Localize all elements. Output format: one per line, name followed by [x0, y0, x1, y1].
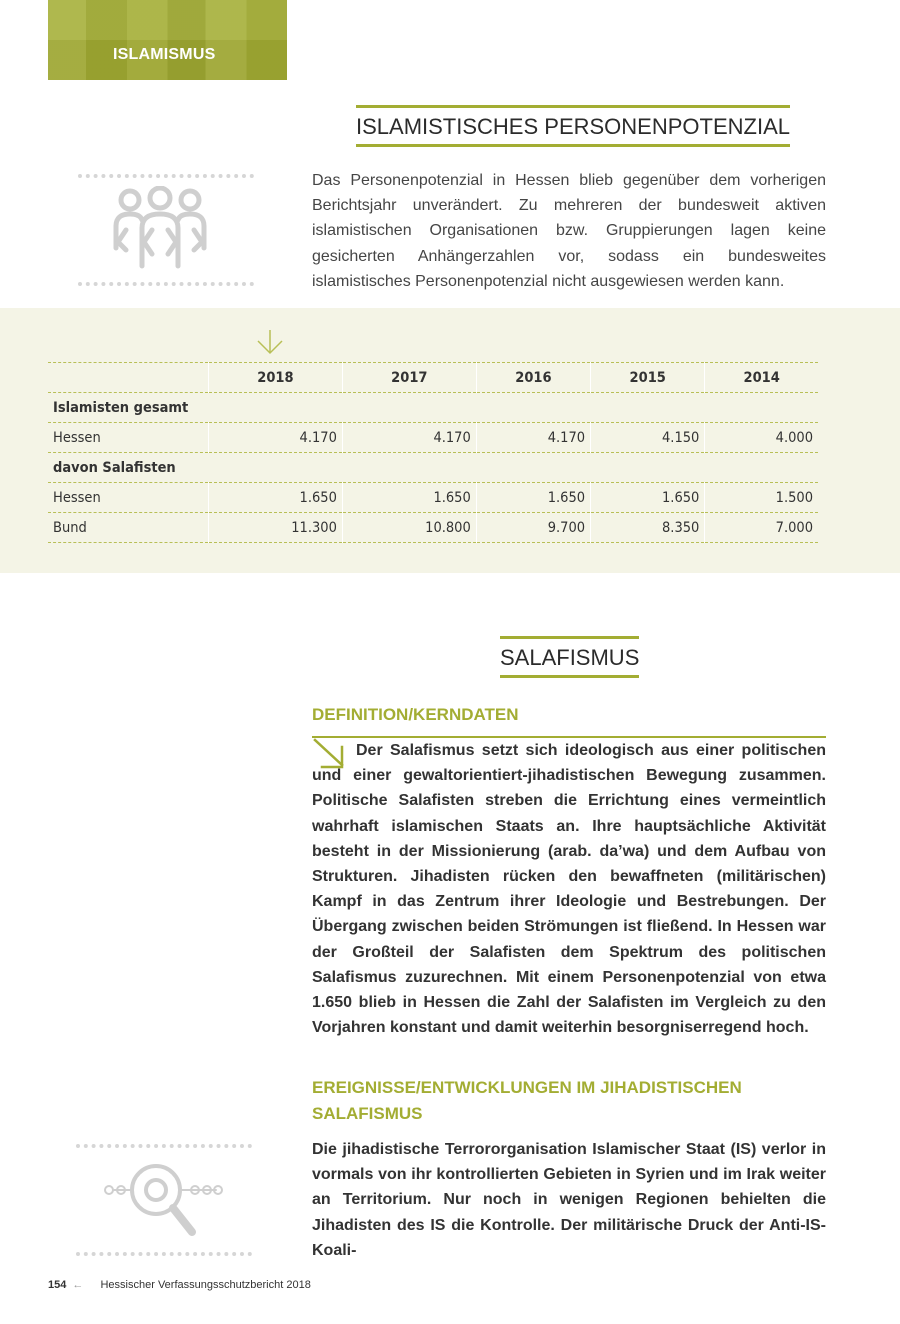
dotted-divider — [78, 174, 254, 178]
table-cell: 4.170 — [476, 423, 590, 453]
table-row — [48, 483, 818, 513]
events-heading: EREIGNISSE/ENTWICKLUNGEN IM JIHADISTISCHEN SALAFISMUS — [312, 1078, 742, 1123]
table-cell: 4.150 — [591, 423, 705, 453]
table-header-empty — [48, 363, 209, 393]
publication-title: Hessischer Verfassungsschutzbericht 2018 — [100, 1279, 311, 1291]
dotted-divider — [78, 282, 254, 286]
table-cell: 1.650 — [342, 483, 476, 513]
dotted-divider — [76, 1144, 252, 1148]
table-cell: 4.170 — [342, 423, 476, 453]
personenpotenzial-table — [48, 362, 818, 543]
table-cell: 1.650 — [591, 483, 705, 513]
table-cell: 1.650 — [476, 483, 590, 513]
page-footer — [48, 1279, 311, 1291]
table-cell: 9.700 — [476, 513, 590, 543]
row-label: Bund — [48, 513, 209, 543]
table-cell: 4.170 — [209, 423, 343, 453]
intro-paragraph: Das Personenpotenzial in Hessen blieb gegenüber dem vorherigen Berichtsjahr unverändert. Zu mehreren der bundesweit aktiven islamistischen Organisationen bzw. Gruppierungen lagen keine gesicherten Anhängerzahlen vor, sodass ein bundesweites islamistisches Personenpotenzial nicht ausgewiesen werden kann. — [312, 172, 826, 290]
row-label: Hessen — [48, 483, 209, 513]
definition-paragraph: Der Salafismus setzt sich ideologisch aus einer politischen und einer gewaltorientiert-jihadistischen Bewegung zusammen. Politische Salafisten streben die Errichtung eines vermeintlich wahrhaft islamischen Staats an. Ihre hauptsächliche Aktivität besteht in der Missionierung (arab. da’wa) und dem Aufbau von Strukturen. Jihadisten rücken den bewaffneten (militärischen) Kampf in das Zentrum ihrer Ideologie und Bestrebungen. Der Übergang zwischen beiden Strömungen ist fließend. In Hessen war der Großteil der Salafisten dem Spektrum des politischen Salafismus zuzurechnen. Mit einem Personenpotenzial von etwa 1.650 blieb in Hessen die Zahl der Salafisten im Vergleich zu den Vorjahren konstant und damit weiterhin besorgniserregend hoch. — [312, 742, 826, 1037]
column-header: 2014 — [705, 363, 818, 393]
table-row — [48, 513, 818, 543]
back-arrow-icon: ← — [72, 1279, 84, 1291]
people-group-icon — [104, 186, 216, 275]
section-title-salafismus: SALAFISMUS — [500, 636, 639, 678]
group-label: davon Salafisten — [48, 453, 818, 483]
column-header: 2017 — [342, 363, 476, 393]
column-header: 2016 — [476, 363, 590, 393]
table-cell: 4.000 — [705, 423, 818, 453]
section-tag — [48, 0, 287, 80]
section-title-personenpotenzial: ISLAMISTISCHES PERSONENPOTENZIAL — [356, 105, 790, 147]
table-header-row — [48, 363, 818, 393]
page-number: 154 — [48, 1279, 67, 1291]
table-row — [48, 423, 818, 453]
down-arrow-icon — [255, 328, 285, 361]
column-header: 2018 — [209, 363, 343, 393]
magnifier-icon — [100, 1160, 226, 1249]
table-cell: 10.800 — [342, 513, 476, 543]
events-paragraph: Die jihadistische Terrororganisation Islamischer Staat (IS) verlor in vormals von ihr kontrollierten Gebieten in Syrien und im Irak weiter an Territorium. Nur noch in wenigen Regionen behielten die Jihadisten des IS die Kontrolle. Der militärische Druck der Anti-IS-Koali- — [312, 1141, 826, 1259]
table-cell: 1.500 — [705, 483, 818, 513]
definition-heading: DEFINITION/KERNDATEN — [312, 705, 519, 724]
table-cell: 1.650 — [209, 483, 343, 513]
table-cell: 11.300 — [209, 513, 343, 543]
section-tag-label: ISLAMISMUS — [113, 46, 216, 63]
table-group-row — [48, 393, 818, 423]
dotted-divider — [76, 1252, 252, 1256]
group-label: Islamisten gesamt — [48, 393, 818, 423]
row-label: Hessen — [48, 423, 209, 453]
table-cell: 7.000 — [705, 513, 818, 543]
table-cell: 8.350 — [591, 513, 705, 543]
table-group-row — [48, 453, 818, 483]
column-header: 2015 — [591, 363, 705, 393]
